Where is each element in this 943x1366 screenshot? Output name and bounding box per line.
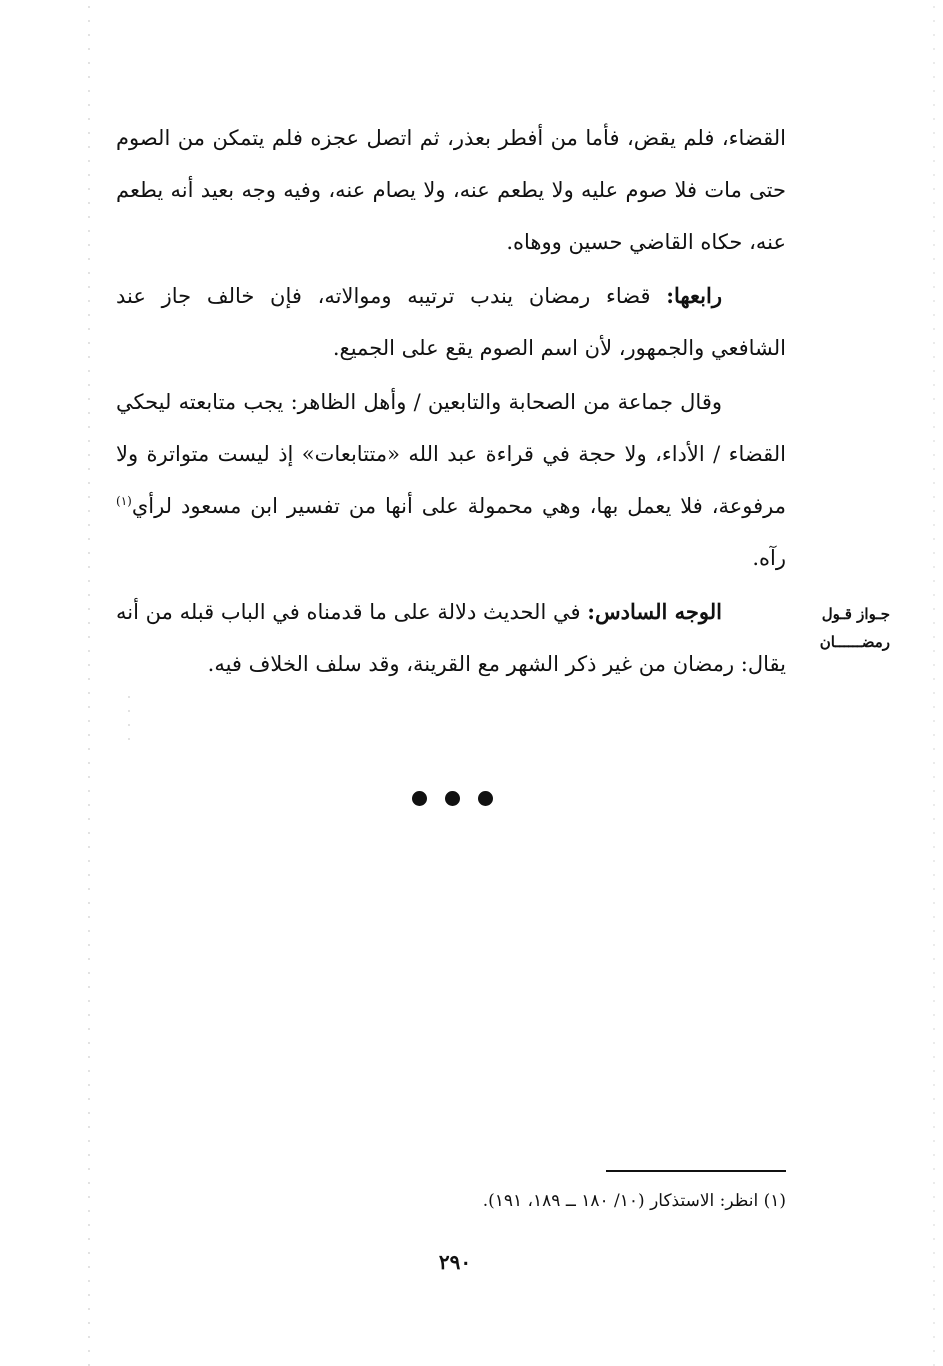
ornament-dot — [445, 791, 460, 806]
ornament-dot — [478, 791, 493, 806]
margin-note-line: رمضــــــان — [819, 633, 890, 651]
scan-edge-dots — [933, 0, 935, 1366]
paragraph-text: وقال جماعة من الصحابة والتابعين / وأهل الظاهر: يجب متابعته ليحكي القضاء / الأداء، ولا حجة في قراءة عبد الله «متتابعات» إذ ليست متواترة ولا مرفوعة، فلا يعمل بها، وهي محمولة على أنها من تفسير ابن مسعود لرأي — [116, 390, 786, 518]
margin-note-line: جـواز قـول — [821, 605, 890, 623]
ornament-dot — [412, 791, 427, 806]
footnote-reference[interactable]: (١) — [116, 494, 132, 508]
paragraph-lead: رابعها: — [666, 283, 722, 308]
footnote: (١) انظر: الاستذكار (١٠/ ١٨٠ ــ ١٨٩، ١٩١). — [482, 1191, 786, 1211]
margin-note — [800, 600, 890, 656]
paragraph-lead: الوجه السادس: — [587, 599, 722, 624]
paragraph — [116, 376, 786, 584]
section-ornament — [412, 791, 493, 806]
paragraph-text: قضاء رمضان يندب ترتيبه وموالاته، فإن خالف جاز عند الشافعي والجمهور، لأن اسم الصوم يقع على الجميع. — [116, 284, 786, 360]
scan-edge-dots — [88, 0, 90, 1366]
main-text — [116, 112, 786, 692]
paragraph-text: القضاء، فلم يقض، فأما من أفطر بعذر، ثم اتصل عجزه فلم يتمكن من الصوم حتى مات فلا صوم عليه ولا يطعم عنه، ولا يصام عنه، وفيه وجه بعيد أنه يطعم عنه، حكاه القاضي حسين ووهاه. — [116, 126, 786, 254]
paragraph — [116, 586, 786, 690]
scan-edge-dots — [128, 690, 130, 750]
paragraph-text: رآه. — [752, 546, 786, 570]
page-number: ٢٩٠ — [438, 1250, 472, 1274]
paragraph-text: في الحديث دلالة على ما قدمناه في الباب قبله من أنه يقال: رمضان من غير ذكر الشهر مع القرينة، وقد سلف الخلاف فيه. — [116, 600, 786, 676]
paragraph — [116, 270, 786, 374]
footnote-divider — [606, 1170, 786, 1172]
paragraph — [116, 112, 786, 268]
